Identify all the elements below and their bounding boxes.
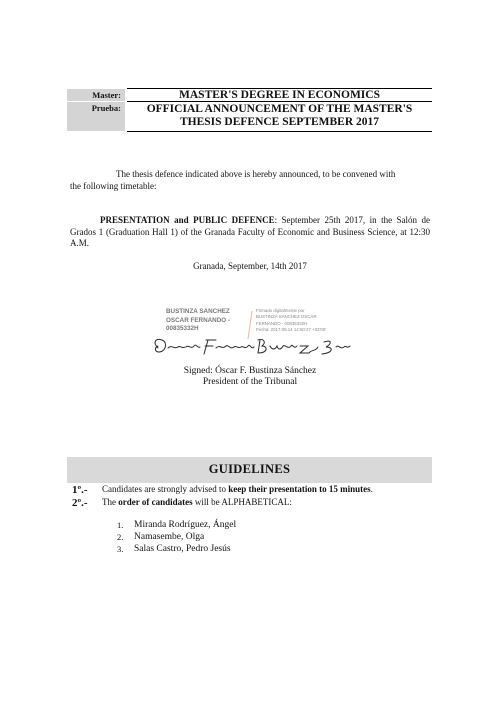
- presentation-paragraph: [70, 215, 430, 250]
- intro-line1: The thesis defence indicated above is hereby announced, to be convened with: [116, 169, 396, 179]
- guideline-text-bold: keep their presentation to 15 minutes: [228, 484, 371, 494]
- prueba-value: [127, 103, 432, 129]
- candidate-name: Miranda Rodríguez, Ángel: [134, 520, 237, 530]
- signer-role: President of the Tribunal: [202, 377, 298, 387]
- guideline-number: 2º.-: [72, 497, 88, 509]
- guideline-text-post: will be ALPHABETICAL:: [192, 497, 292, 507]
- master-label: Master:: [67, 89, 125, 101]
- list-item: [117, 543, 236, 555]
- candidate-number: 1.: [117, 520, 124, 530]
- candidate-name: Namasembe, Olga: [134, 532, 205, 542]
- guidelines-title: GUIDELINES: [208, 462, 291, 476]
- signer-name-block: [166, 308, 246, 334]
- signer-name-line: OSCAR FERNANDO -: [166, 316, 231, 324]
- intro-line2: the following timetable:: [70, 180, 157, 191]
- list-item: [117, 519, 236, 531]
- prueba-label: Prueba:: [67, 102, 125, 131]
- guideline-text: [102, 484, 373, 494]
- guideline-text-bold: order of candidates: [118, 497, 193, 507]
- presentation-text: : September 25th 2017, in the Salón de Grados 1 (Graduation Hall 1) of the Granada Faculty of Economic and Business Science, at 12:30 A.M.: [70, 215, 431, 248]
- signature-detail-line: Fecha: 2017.09.14 14:50:27 +02'00': [256, 327, 327, 333]
- signature-detail-line: FERNANDO - 00835332H: [256, 320, 308, 326]
- guideline-number: 1º.-: [72, 484, 88, 496]
- header-rule-mid: [127, 101, 432, 102]
- signature-detail-line: Firmado digitalmente por: [256, 308, 305, 313]
- guideline-text: [102, 497, 292, 507]
- guideline-text-pre: The: [102, 497, 119, 507]
- master-value: MASTER'S DEGREE IN ECONOMICS: [179, 89, 380, 101]
- signature-detail-line: BUSTINZA SANCHEZ OSCAR: [256, 314, 317, 320]
- header-block: [67, 88, 432, 131]
- guidelines-banner: [67, 457, 432, 483]
- guideline-text-pre: Candidates are strongly advised to: [102, 484, 229, 494]
- intro-paragraph: [70, 169, 420, 192]
- header-rule-bottom: [127, 131, 432, 132]
- list-item: [117, 531, 236, 543]
- prueba-value-line1: OFFICIAL ANNOUNCEMENT OF THE MASTER'S: [146, 103, 413, 115]
- handwritten-signature: [150, 334, 355, 360]
- signed-by: Signed: Óscar F. Bustinza Sánchez: [183, 366, 317, 376]
- prueba-value-line2: THESIS DEFENCE SEPTEMBER 2017: [179, 116, 380, 128]
- candidate-number: 2.: [117, 532, 124, 542]
- signer-name-line: BUSTINZA SANCHEZ: [166, 308, 230, 315]
- signed-block: [0, 366, 500, 388]
- guideline-text-post: .: [370, 484, 373, 494]
- candidate-number: 3.: [117, 544, 124, 554]
- candidate-list: [117, 519, 236, 555]
- candidate-name: Salas Castro, Pedro Jesús: [134, 544, 231, 554]
- place-date: Granada, September, 14th 2017: [193, 261, 307, 271]
- signature-detail-block: [256, 308, 364, 334]
- signer-name-line: 00835332H: [166, 325, 199, 332]
- header-rule-top: [127, 88, 432, 89]
- presentation-lead: PRESENTATION and PUBLIC DEFENCE: [100, 215, 275, 225]
